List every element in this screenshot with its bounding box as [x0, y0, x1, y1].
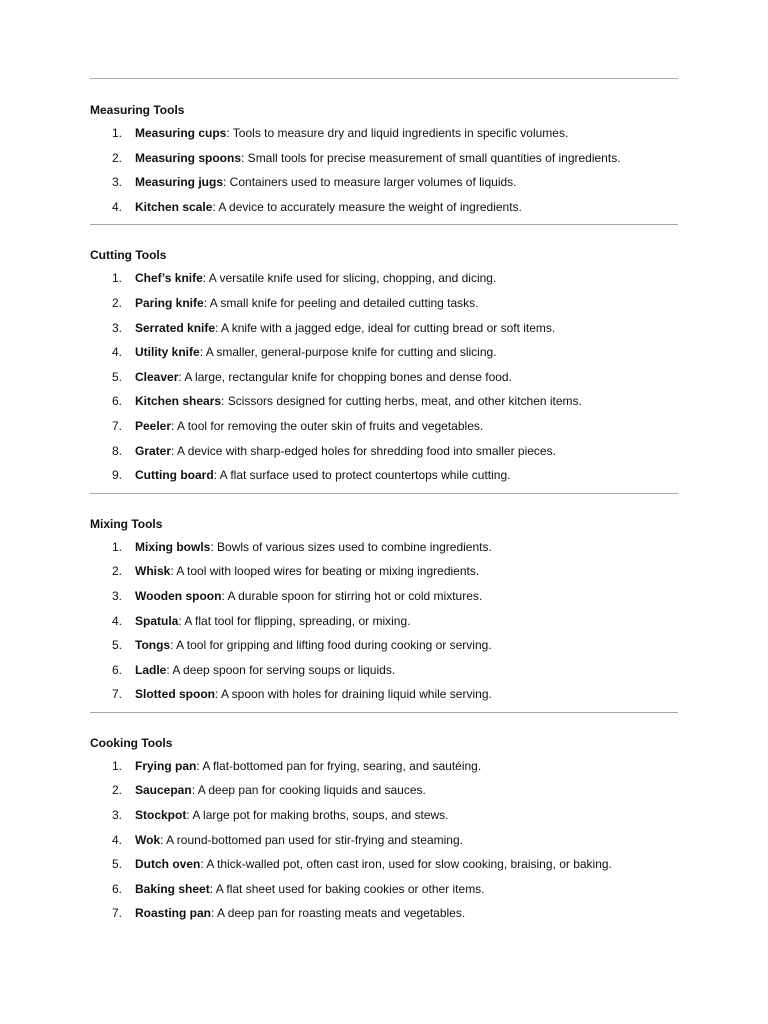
- list-item: [90, 614, 678, 639]
- list-item: [90, 126, 678, 151]
- item-number: 2.: [112, 783, 123, 798]
- item-number: 7.: [112, 418, 123, 433]
- item-description: : Containers used to measure larger volumes of liquids.: [223, 175, 517, 190]
- item-description: : A tool for gripping and lifting food during cooking or serving.: [170, 638, 492, 653]
- item-term: Spatula: [135, 613, 179, 628]
- section: [90, 712, 678, 931]
- item-term: Paring knife: [135, 295, 204, 310]
- item-number: 2.: [112, 150, 123, 165]
- section: [90, 224, 678, 492]
- item-number: 2.: [112, 295, 123, 310]
- item-description: : Bowls of various sizes used to combine ingredients.: [210, 539, 492, 554]
- item-term: Peeler: [135, 418, 172, 433]
- item-number: 2.: [112, 564, 123, 579]
- item-description: : A deep pan for cooking liquids and sauces.: [191, 783, 426, 798]
- item-term: Mixing bowls: [135, 539, 211, 554]
- item-term: Wok: [135, 832, 161, 847]
- item-description: : A tool for removing the outer skin of fruits and vegetables.: [171, 418, 484, 433]
- item-description: : A large, rectangular knife for chopping bones and dense food.: [178, 369, 512, 384]
- item-term: Measuring spoons: [135, 150, 242, 165]
- item-term: Serrated knife: [135, 320, 216, 335]
- item-term: Grater: [135, 443, 172, 458]
- item-term: Measuring cups: [135, 126, 227, 140]
- item-description: : A device to accurately measure the weight of ingredients.: [212, 199, 522, 214]
- item-description: : A round-bottomed pan used for stir-frying and steaming.: [160, 832, 463, 847]
- tool-list: [90, 271, 678, 492]
- item-term: Baking sheet: [135, 881, 210, 896]
- item-description: : Small tools for precise measurement of small quantities of ingredients.: [241, 150, 621, 165]
- item-description: : A spoon with holes for draining liquid while serving.: [215, 687, 492, 702]
- item-term: Utility knife: [135, 345, 200, 360]
- item-number: 1.: [112, 539, 123, 554]
- item-description: : Scissors designed for cutting herbs, meat, and other kitchen items.: [221, 394, 582, 409]
- item-term: Kitchen scale: [135, 199, 213, 214]
- item-number: 8.: [112, 443, 123, 458]
- item-term: Cleaver: [135, 369, 179, 384]
- item-description: : A smaller, general-purpose knife for cutting and slicing.: [199, 345, 497, 360]
- section-divider: [90, 78, 678, 79]
- item-description: : A flat sheet used for baking cookies or other items.: [209, 881, 485, 896]
- list-item: [90, 564, 678, 589]
- list-item: [90, 370, 678, 395]
- item-description: : A flat surface used to protect countertops while cutting.: [213, 468, 511, 483]
- item-term: Measuring jugs: [135, 175, 224, 190]
- list-item: [90, 857, 678, 882]
- item-number: 7.: [112, 687, 123, 702]
- section-divider: [90, 712, 678, 713]
- list-item: [90, 151, 678, 176]
- list-item: [90, 808, 678, 833]
- item-number: 4.: [112, 832, 123, 847]
- item-term: Whisk: [135, 564, 171, 579]
- item-number: 1.: [112, 126, 123, 140]
- item-number: 3.: [112, 588, 123, 603]
- item-number: 7.: [112, 906, 123, 921]
- item-description: : A flat-bottomed pan for frying, searing, and sautéing.: [196, 758, 482, 773]
- section-title: Cooking Tools: [90, 735, 173, 750]
- list-item: [90, 833, 678, 858]
- section-title: Cutting Tools: [90, 248, 167, 263]
- item-description: : A small knife for peeling and detailed cutting tasks.: [203, 295, 479, 310]
- item-description: : A thick-walled pot, often cast iron, used for slow cooking, braising, or baking.: [200, 857, 612, 872]
- item-description: : A deep spoon for serving soups or liquids.: [166, 662, 396, 677]
- tool-list: [90, 540, 678, 712]
- section: [90, 493, 678, 712]
- tool-list: [90, 126, 678, 224]
- item-term: Tongs: [135, 638, 171, 653]
- item-term: Ladle: [135, 662, 167, 677]
- list-item: [90, 638, 678, 663]
- item-number: 4.: [112, 613, 123, 628]
- item-number: 5.: [112, 369, 123, 384]
- item-number: 4.: [112, 345, 123, 360]
- item-term: Dutch oven: [135, 857, 201, 872]
- list-item: [90, 468, 678, 493]
- item-term: Chef’s knife: [135, 271, 203, 286]
- list-item: [90, 419, 678, 444]
- item-number: 6.: [112, 394, 123, 409]
- section-divider: [90, 224, 678, 225]
- item-number: 1.: [112, 758, 123, 773]
- list-item: [90, 200, 678, 225]
- item-number: 9.: [112, 468, 123, 483]
- list-item: [90, 321, 678, 346]
- item-description: : A durable spoon for stirring hot or cold mixtures.: [221, 588, 483, 603]
- tool-list: [90, 759, 678, 931]
- list-item: [90, 663, 678, 688]
- list-item: [90, 175, 678, 200]
- item-number: 6.: [112, 881, 123, 896]
- list-item: [90, 296, 678, 321]
- list-item: [90, 444, 678, 469]
- item-description: : Tools to measure dry and liquid ingredients in specific volumes.: [226, 126, 569, 140]
- list-item: [90, 906, 678, 931]
- list-item: [90, 783, 678, 808]
- item-description: : A tool with looped wires for beating or mixing ingredients.: [170, 564, 480, 579]
- item-number: 3.: [112, 320, 123, 335]
- item-description: : A knife with a jagged edge, ideal for cutting bread or soft items.: [215, 320, 556, 335]
- section-title: Measuring Tools: [90, 103, 185, 117]
- item-term: Wooden spoon: [135, 588, 222, 603]
- list-item: [90, 759, 678, 784]
- item-description: : A versatile knife used for slicing, chopping, and dicing.: [202, 271, 497, 286]
- list-item: [90, 540, 678, 565]
- item-number: 4.: [112, 199, 123, 214]
- item-term: Slotted spoon: [135, 687, 215, 702]
- item-number: 5.: [112, 638, 123, 653]
- item-number: 3.: [112, 808, 123, 823]
- item-term: Kitchen shears: [135, 394, 222, 409]
- item-description: : A flat tool for flipping, spreading, or mixing.: [178, 613, 411, 628]
- section: [90, 78, 678, 224]
- list-item: [90, 394, 678, 419]
- section-divider: [90, 493, 678, 494]
- list-item: [90, 882, 678, 907]
- list-item: [90, 589, 678, 614]
- item-term: Cutting board: [135, 468, 214, 483]
- list-item: [90, 271, 678, 296]
- item-term: Stockpot: [135, 808, 187, 823]
- list-item: [90, 345, 678, 370]
- item-description: : A large pot for making broths, soups, and stews.: [186, 808, 449, 823]
- section-title: Mixing Tools: [90, 516, 163, 531]
- item-number: 6.: [112, 662, 123, 677]
- document-content: [90, 78, 678, 931]
- item-number: 3.: [112, 175, 123, 190]
- item-term: Roasting pan: [135, 906, 212, 921]
- item-term: Saucepan: [135, 783, 192, 798]
- item-description: : A deep pan for roasting meats and vegetables.: [211, 906, 466, 921]
- list-item: [90, 687, 678, 712]
- item-number: 1.: [112, 271, 123, 286]
- item-term: Frying pan: [135, 758, 197, 773]
- item-number: 5.: [112, 857, 123, 872]
- item-description: : A device with sharp-edged holes for shredding food into smaller pieces.: [171, 443, 556, 458]
